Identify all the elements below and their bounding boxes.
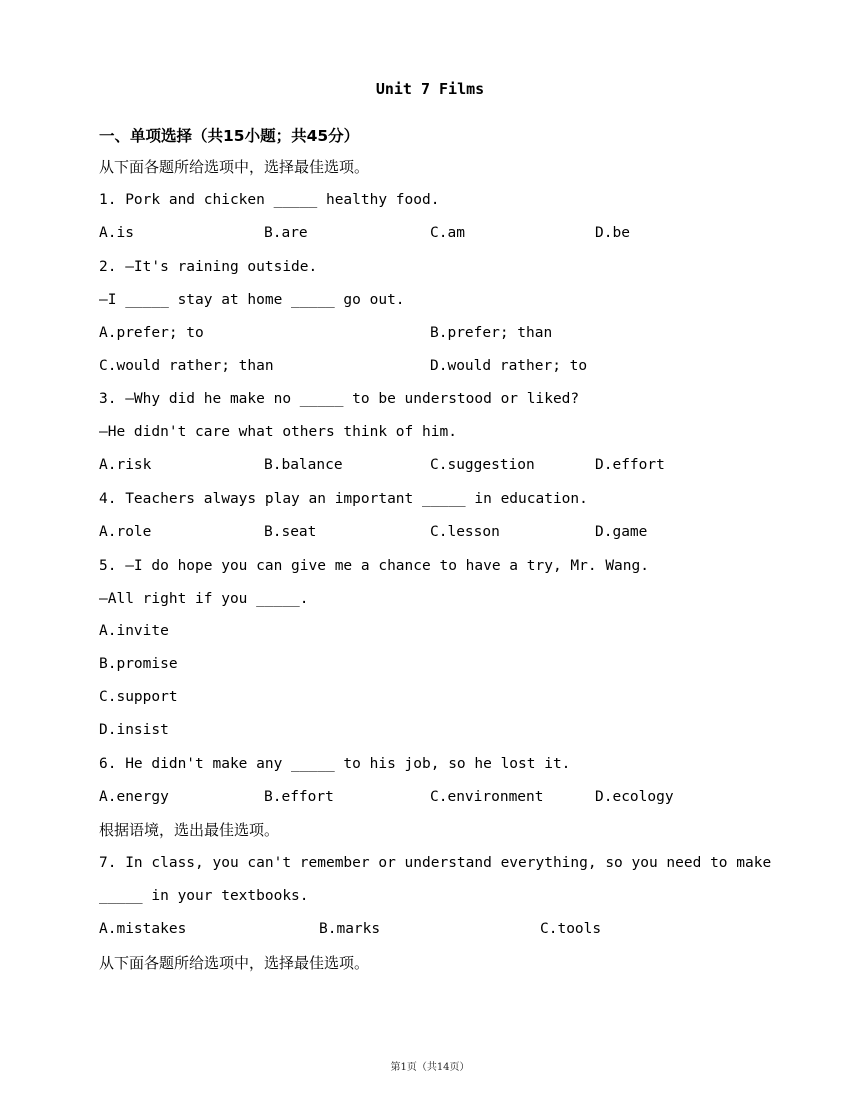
option-c[interactable]: C.tools — [540, 921, 602, 937]
option-c[interactable]: C.suggestion — [430, 457, 535, 473]
option-d[interactable]: D.be — [595, 225, 630, 241]
option-c[interactable]: C.would rather; than — [99, 358, 274, 374]
question-1-stem: 1. Pork and chicken _____ healthy food. — [99, 192, 440, 208]
option-a[interactable]: A.risk — [99, 457, 152, 473]
option-c[interactable]: C.environment — [430, 789, 544, 805]
question-5-option-b[interactable]: B.promise — [99, 656, 178, 672]
question-3-stem: 3. —Why did he make no _____ to be understood or liked? — [99, 391, 580, 407]
question-7-stem-line-2: _____ in your textbooks. — [99, 888, 309, 904]
option-d[interactable]: D.game — [595, 524, 648, 540]
instruction-text: 根据语境，选出最佳选项。 — [99, 821, 280, 839]
page-footer: 第1页（共14页） — [390, 1062, 470, 1073]
option-a[interactable]: A.energy — [99, 789, 169, 805]
question-5-option-a[interactable]: A.invite — [99, 623, 169, 639]
option-b[interactable]: B.effort — [264, 789, 334, 805]
instruction-text: 从下面各题所给选项中，选择最佳选项。 — [99, 158, 370, 176]
option-a[interactable]: A.is — [99, 225, 134, 241]
option-a[interactable]: A.role — [99, 524, 152, 540]
option-a[interactable]: A.prefer; to — [99, 325, 204, 341]
section-heading: 一、单项选择（共15小题；共45分） — [99, 127, 360, 145]
question-7-options — [99, 919, 799, 939]
question-4-options — [99, 522, 799, 542]
instruction-text: 从下面各题所给选项中，选择最佳选项。 — [99, 954, 370, 972]
question-5-option-c[interactable]: C.support — [99, 689, 178, 705]
question-2-options-row-1 — [99, 323, 799, 343]
question-7-stem: 7. In class, you can't remember or understand everything, so you need to make — [99, 855, 772, 871]
question-6-stem: 6. He didn't make any _____ to his job, so he lost it. — [99, 756, 571, 772]
option-b[interactable]: B.marks — [319, 921, 381, 937]
option-d[interactable]: D.would rather; to — [430, 358, 588, 374]
question-3-options — [99, 455, 799, 475]
option-d[interactable]: D.ecology — [595, 789, 674, 805]
question-1-options — [99, 223, 799, 243]
question-5-option-d[interactable]: D.insist — [99, 722, 169, 738]
option-c[interactable]: C.am — [430, 225, 465, 241]
question-6-options — [99, 787, 799, 807]
option-a[interactable]: A.mistakes — [99, 921, 187, 937]
option-b[interactable]: B.prefer; than — [430, 325, 553, 341]
option-b[interactable]: B.seat — [264, 524, 317, 540]
option-d[interactable]: D.effort — [595, 457, 665, 473]
option-b[interactable]: B.are — [264, 225, 308, 241]
question-4-stem: 4. Teachers always play an important _____ in education. — [99, 491, 588, 507]
question-5-stem-line-2: —All right if you _____. — [99, 591, 309, 607]
page-title: Unit 7 Films — [375, 80, 485, 98]
question-2-options-row-2 — [99, 356, 799, 376]
question-3-stem-line-2: —He didn't care what others think of him. — [99, 424, 457, 440]
question-2-stem-line-2: —I _____ stay at home _____ go out. — [99, 292, 405, 308]
question-5-stem: 5. —I do hope you can give me a chance to have a try, Mr. Wang. — [99, 558, 649, 574]
option-b[interactable]: B.balance — [264, 457, 343, 473]
question-2-stem: 2. —It's raining outside. — [99, 259, 318, 275]
option-c[interactable]: C.lesson — [430, 524, 500, 540]
